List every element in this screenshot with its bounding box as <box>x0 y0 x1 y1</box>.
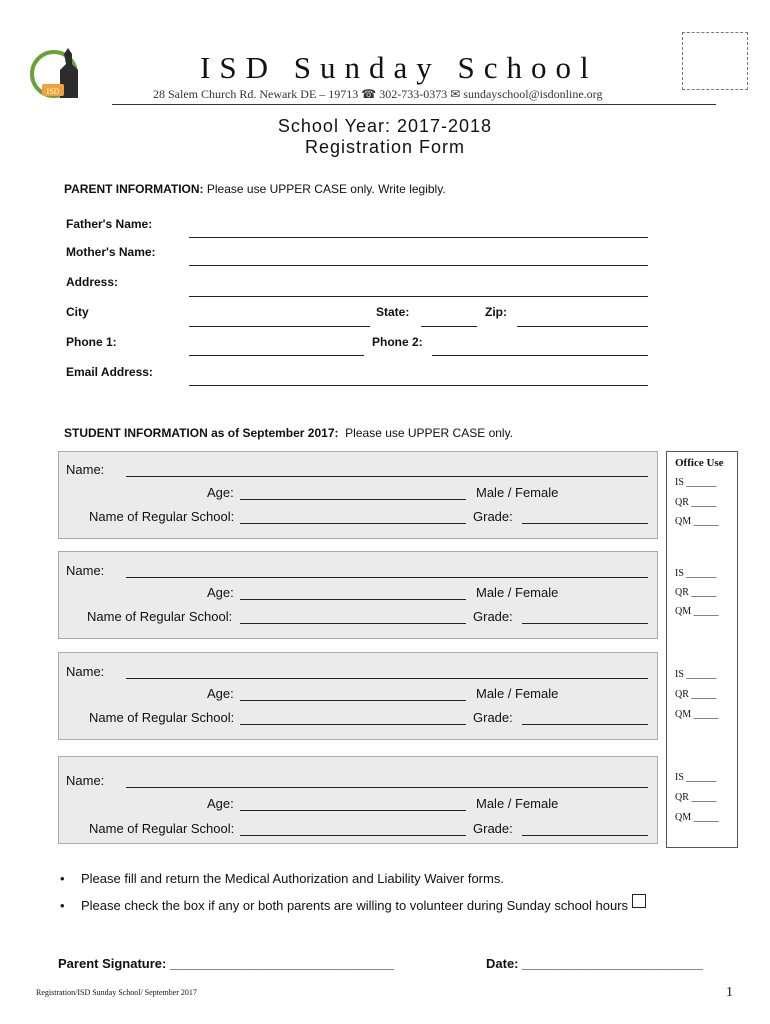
city-field[interactable] <box>189 326 370 327</box>
student-block-3 <box>58 652 658 740</box>
office-qr: QR _____ <box>675 792 717 803</box>
parent-signature-field[interactable]: Parent Signature: _______________________________ <box>58 956 395 971</box>
student-name-label: Name: <box>66 664 105 679</box>
address-label: Address: <box>66 275 119 289</box>
student-name-label: Name: <box>66 773 105 788</box>
office-qm: QM _____ <box>675 516 719 527</box>
logo-text: ISD <box>46 87 60 96</box>
email-field[interactable] <box>189 385 648 386</box>
student-name-label: Name: <box>66 462 105 477</box>
student-gender-option[interactable]: Male / Female <box>476 485 559 500</box>
footer-note: Registration/ISD Sunday School/ September 2017 <box>36 988 197 997</box>
student-name-field[interactable] <box>126 577 648 578</box>
bullet-marker: • <box>60 898 65 913</box>
parent-heading-bold: PARENT INFORMATION: <box>64 182 204 196</box>
student-age-field[interactable] <box>240 700 466 701</box>
student-grade-label: Grade: <box>473 710 513 725</box>
student-age-label: Age: <box>207 796 234 811</box>
form-title: Registration Form <box>304 137 466 157</box>
office-is: IS ______ <box>675 669 717 680</box>
office-qm: QM _____ <box>675 812 719 823</box>
student-school-label: Name of Regular School: <box>89 509 235 524</box>
student-heading-note: Please use UPPER CASE only. <box>345 426 514 440</box>
mothers-name-field[interactable] <box>189 265 648 266</box>
student-school-field[interactable] <box>240 835 466 836</box>
student-age-label: Age: <box>207 686 234 701</box>
student-school-field[interactable] <box>240 623 466 624</box>
zip-label: Zip: <box>485 305 507 319</box>
office-qr: QR _____ <box>675 689 717 700</box>
zip-field[interactable] <box>517 326 648 327</box>
student-age-field[interactable] <box>240 499 466 500</box>
office-qm: QM _____ <box>675 606 719 617</box>
student-name-field[interactable] <box>126 787 648 788</box>
bullet-marker: • <box>60 871 65 886</box>
office-qm: QM _____ <box>675 709 719 720</box>
student-grade-field[interactable] <box>522 523 648 524</box>
fathers-name-field[interactable] <box>189 237 648 238</box>
student-info-heading <box>64 426 513 440</box>
office-qr: QR _____ <box>675 497 717 508</box>
school-logo <box>30 44 86 100</box>
office-use-box <box>666 451 738 848</box>
student-school-label: Name of Regular School: <box>89 821 235 836</box>
student-grade-field[interactable] <box>522 724 648 725</box>
student-school-label: Name of Regular School: <box>87 609 233 624</box>
mothers-name-label: Mother's Name: <box>66 245 156 259</box>
office-is: IS ______ <box>675 568 717 579</box>
phone1-label: Phone 1: <box>66 335 117 349</box>
header-divider <box>112 104 716 105</box>
student-heading-bold: STUDENT INFORMATION as of September 2017: <box>64 426 339 440</box>
phone2-label: Phone 2: <box>372 335 423 349</box>
volunteer-checkbox[interactable] <box>632 894 646 908</box>
student-school-field[interactable] <box>240 724 466 725</box>
student-school-field[interactable] <box>240 523 466 524</box>
student-grade-field[interactable] <box>522 623 648 624</box>
student-block-1 <box>58 451 658 539</box>
city-label: City <box>66 305 89 319</box>
photo-box <box>682 32 748 90</box>
parent-heading-note: Please use UPPER CASE only. Write legibly. <box>206 182 446 196</box>
school-title: ISD Sunday School <box>200 50 598 85</box>
school-year-title: School Year: 2017-2018 <box>277 116 493 136</box>
student-gender-option[interactable]: Male / Female <box>476 796 559 811</box>
student-school-label: Name of Regular School: <box>89 710 235 725</box>
office-qr: QR _____ <box>675 587 717 598</box>
student-name-label: Name: <box>66 563 105 578</box>
office-is: IS ______ <box>675 477 717 488</box>
student-age-field[interactable] <box>240 810 466 811</box>
date-field[interactable]: Date: _________________________ <box>486 956 703 971</box>
parent-info-heading <box>64 182 446 196</box>
student-age-label: Age: <box>207 485 234 500</box>
student-grade-field[interactable] <box>522 835 648 836</box>
page-number: 1 <box>726 985 733 1000</box>
student-grade-label: Grade: <box>473 509 513 524</box>
student-age-field[interactable] <box>240 599 466 600</box>
student-gender-option[interactable]: Male / Female <box>476 585 559 600</box>
phone2-field[interactable] <box>432 355 648 356</box>
fathers-name-label: Father's Name: <box>66 217 153 231</box>
school-address: 28 Salem Church Rd. Newark DE – 19713 ☎ 302-733-0373 ✉ sundayschool@isdonline.org <box>153 87 603 101</box>
student-name-field[interactable] <box>126 678 648 679</box>
phone1-field[interactable] <box>189 355 364 356</box>
email-label: Email Address: <box>66 365 153 379</box>
state-label: State: <box>376 305 410 319</box>
student-name-field[interactable] <box>126 476 648 477</box>
note-volunteer: Please check the box if any or both parents are willing to volunteer during Sunday school hours <box>81 898 629 913</box>
note-medical-forms: Please fill and return the Medical Authorization and Liability Waiver forms. <box>81 871 504 886</box>
student-age-label: Age: <box>207 585 234 600</box>
state-field[interactable] <box>421 326 477 327</box>
student-grade-label: Grade: <box>473 821 513 836</box>
office-is: IS ______ <box>675 772 717 783</box>
student-grade-label: Grade: <box>473 609 513 624</box>
address-field[interactable] <box>189 296 648 297</box>
student-block-2 <box>58 551 658 639</box>
student-gender-option[interactable]: Male / Female <box>476 686 559 701</box>
office-use-title: Office Use <box>675 457 724 469</box>
